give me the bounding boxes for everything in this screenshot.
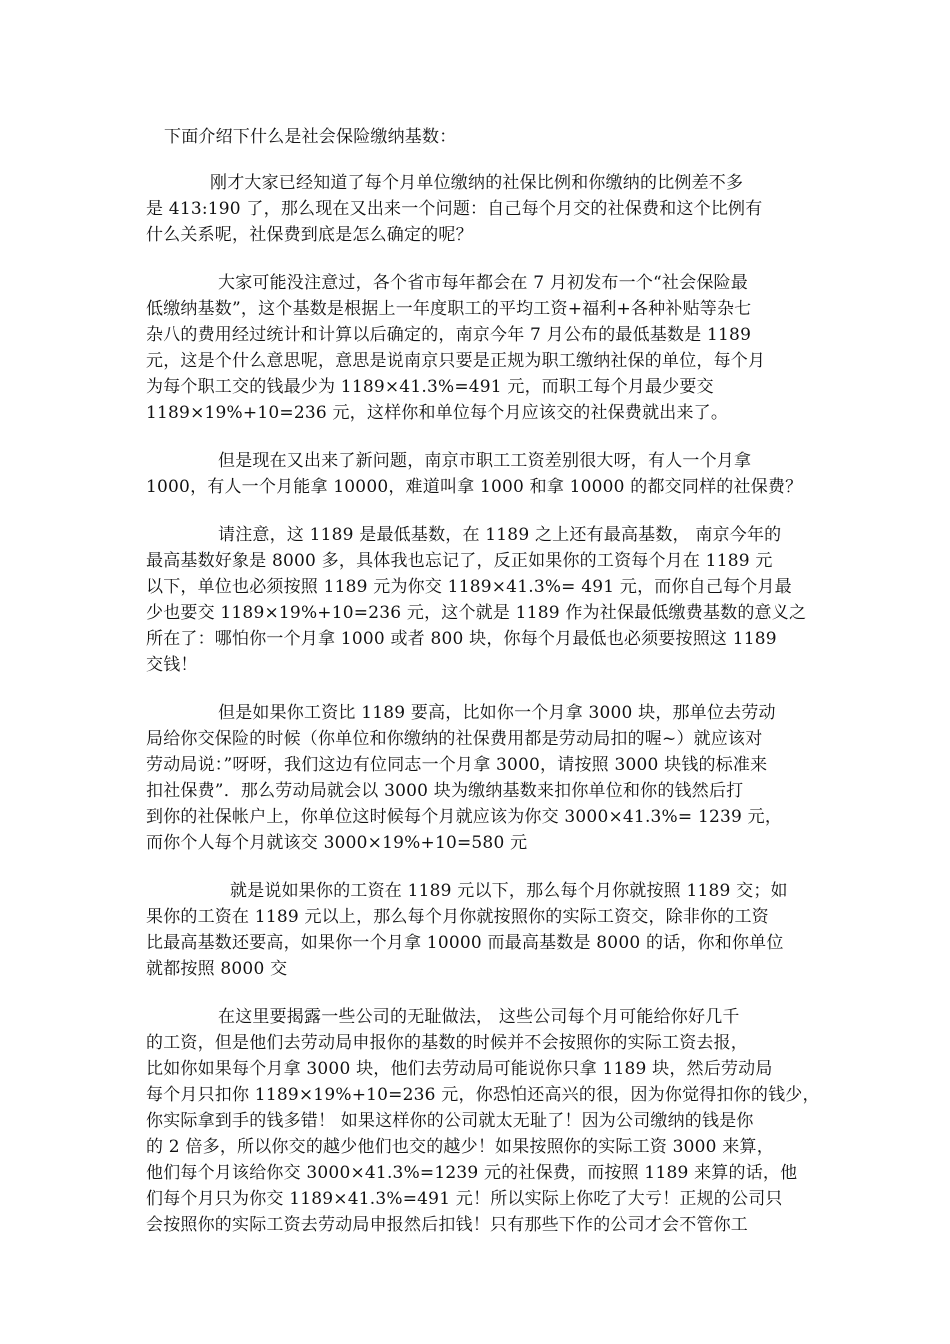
paragraph-line: 最高基数好象是 8000 多，具体我也忘记了，反正如果你的工资每个月在 1189 元 — [146, 551, 773, 571]
paragraph-line: 的 2 倍多，所以你交的越少他们也交的越少！如果按照你的实际工资 3000 来算， — [146, 1137, 774, 1157]
document-body — [146, 124, 820, 1238]
paragraph-2 — [146, 270, 806, 426]
paragraph-4 — [146, 522, 806, 678]
paragraph-line: 但是如果你工资比 1189 要高，比如你一个月拿 3000 块，那单位去劳动 — [218, 703, 776, 723]
paragraph-7 — [146, 1004, 820, 1238]
paragraph-line: 大家可能没注意过，各个省市每年都会在 7 月初发布一个“社会保险最 — [218, 273, 748, 293]
paragraph-line: 局给你交保险的时候（你单位和你缴纳的社保费用都是劳动局扣的喔~）就应该对 — [146, 729, 763, 749]
paragraph-line: 所在了：哪怕你一个月拿 1000 或者 800 块，你每个月最低也必须要按照这 1189 — [146, 629, 777, 649]
paragraph-line: 刚才大家已经知道了每个月单位缴纳的社保比例和你缴纳的比例差不多 — [210, 173, 744, 193]
paragraph-line: 你实际拿到手的钱多错！ 如果这样你的公司就太无耻了！因为公司缴纳的钱是你 — [146, 1111, 754, 1131]
paragraph-line: 而你个人每个月就该交 3000×19%+10=580 元 — [146, 833, 528, 853]
paragraph-line: 的工资，但是他们去劳动局申报你的基数的时候并不会按照你的实际工资去报， — [146, 1033, 748, 1053]
paragraph-line: 元，这是个什么意思呢，意思是说南京只要是正规为职工缴纳社保的单位，每个月 — [146, 351, 766, 371]
paragraph-line: 1189×19%+10=236 元，这样你和单位每个月应该交的社保费就出来了。 — [146, 403, 729, 423]
paragraph-line: 比如你如果每个月拿 3000 块，他们去劳动局可能说你只拿 1189 块，然后劳动局 — [146, 1059, 773, 1079]
paragraph-line: 请注意，这 1189 是最低基数，在 1189 之上还有最高基数， 南京今年的 — [218, 525, 782, 545]
paragraph-line: 劳动局说：”呀呀，我们这边有位同志一个月拿 3000，请按照 3000 块钱的标准来 — [146, 755, 768, 775]
paragraph-line: 每个月只扣你 1189×19%+10=236 元，你恐怕还高兴的很，因为你觉得扣你的钱少， — [146, 1085, 820, 1105]
paragraph-line: 少也要交 1189×19%+10=236 元，这个就是 1189 作为社保最低缴费基数的意义之 — [146, 603, 807, 623]
paragraph-line: 就是说如果你的工资在 1189 元以下，那么每个月你就按照 1189 交；如 — [230, 881, 788, 901]
paragraph-line: 比最高基数还要高，如果你一个月拿 10000 而最高基数是 8000 的话，你和你单位 — [146, 933, 784, 953]
paragraph-line: 1000，有人一个月能拿 10000，难道叫拿 1000 和拿 10000 的都交同样的社保费？ — [146, 477, 803, 497]
paragraph-5 — [146, 700, 806, 856]
paragraph-line: 他们每个月该给你交 3000×41.3%=1239 元的社保费，而按照 1189 来算的话，他 — [146, 1163, 798, 1183]
paragraph-line: 是 413:190 了，那么现在又出来一个问题：自己每个月交的社保费和这个比例有 — [146, 199, 763, 219]
paragraph-6 — [146, 878, 806, 982]
paragraph-line: 但是现在又出来了新问题，南京市职工工资差别很大呀，有人一个月拿 — [218, 451, 752, 471]
paragraph-line: 们每个月只为你交 1189×41.3%=491 元！所以实际上你吃了大亏！正规的公司只 — [146, 1189, 783, 1209]
paragraph-1 — [146, 170, 806, 248]
paragraph-line: 果你的工资在 1189 元以上，那么每个月你就按照你的实际工资交，除非你的工资 — [146, 907, 769, 927]
paragraph-line: 在这里要揭露一些公司的无耻做法， 这些公司每个月可能给你好几千 — [218, 1007, 740, 1027]
paragraph-3 — [146, 448, 806, 500]
paragraph-line: 低缴纳基数”，这个基数是根据上一年度职工的平均工资+福利+各种补贴等杂七 — [146, 299, 752, 319]
paragraph-line: 就都按照 8000 交 — [146, 959, 288, 979]
paragraph-line: 交钱！ — [146, 655, 198, 675]
paragraph-line: 为每个职工交的钱最少为 1189×41.3%=491 元，而职工每个月最少要交 — [146, 377, 714, 397]
paragraph-line: 杂八的费用经过统计和计算以后确定的，南京今年 7 月公布的最低基数是 1189 — [146, 325, 752, 345]
paragraph-line: 扣社保费”．那么劳动局就会以 3000 块为缴纳基数来扣你单位和你的钱然后打 — [146, 781, 744, 801]
paragraph-line: 以下，单位也必须按照 1189 元为你交 1189×41.3%= 491 元，而你自己每个月最 — [146, 577, 792, 597]
paragraph-line: 到你的社保帐户上，你单位这时候每个月就应该为你交 3000×41.3%= 1239 元， — [146, 807, 783, 827]
section-heading: 下面介绍下什么是社会保险缴纳基数： — [164, 127, 457, 147]
paragraph-line: 会按照你的实际工资去劳动局申报然后扣钱！只有那些下作的公司才会不管你工 — [146, 1215, 748, 1235]
paragraph-line: 什么关系呢，社保费到底是怎么确定的呢？ — [146, 225, 473, 245]
